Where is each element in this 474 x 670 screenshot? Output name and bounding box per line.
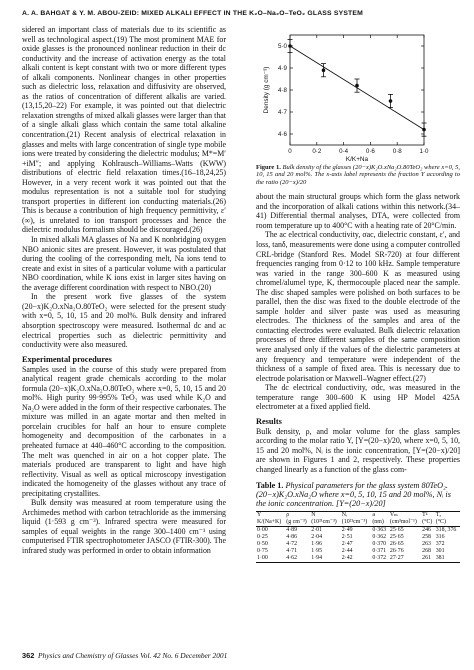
table-row — [256, 548, 460, 555]
table-cell: 2·04 — [311, 533, 323, 540]
table-header-cell: (10²¹cm⁻³) — [310, 519, 341, 527]
table-cell: 0·25 — [257, 533, 268, 540]
figure-1-caption-text: Bulk density of the glasses (20−x)K₂O.xNa₂O.80TeO₂ where x=0, 5, 10, 15 and 20 mol%. The x-axis label represents the fraction Y according to the ratio (20−x)/20 — [256, 164, 461, 186]
table-cell: 318, 376 — [435, 526, 457, 533]
table-row — [256, 534, 460, 541]
table-cell: 2·42 — [341, 555, 372, 563]
table-cell: 2·44 — [341, 547, 353, 554]
intro-paragraph-3: In the present work five glasses of the system (20−x)K₂O.xNa₂O.80TeO₂ were selected for the present study with x=0, 5, 10, 15 and 20 mol%. Bulk density and infrared absorption spectroscopy were measured. Isothermal dc and ac electrical properties such as dielectric permittivity and conductivity were also measured. — [22, 292, 226, 350]
figure-1 — [256, 25, 460, 163]
table-cell: 263 — [422, 540, 431, 547]
table-cell: 2·51 — [341, 533, 353, 540]
table-cell: 27·27 — [389, 555, 421, 563]
figure-1-label: Figure 1. — [256, 164, 281, 171]
table-1-caption-text: Physical parameters for the glass system 80TeO₂.(20−x)K₂O.xNa₂O where x=0, 5, 10, 15 and 20 mol%, Nᵢ is the ionic concentration. [Y=(20−x)/20] — [256, 480, 451, 509]
table-cell: 4·71 — [286, 547, 298, 554]
table-cell: 381 — [435, 555, 460, 563]
x-tick-label: 0·6 — [365, 148, 375, 155]
table-header-cell: Y — [256, 511, 285, 519]
table-cell: 0·75 — [257, 547, 268, 554]
table-row — [256, 555, 460, 563]
table-cell: 4·62 — [285, 555, 310, 563]
right-paragraph-2: The ac electrical conductivity, σac, dielectric constant, ε′, and loss, tanδ, measurements were done using a computer controlled CRL-bridge (Stanford Res. Model SR-720) at four different frequencies ranging from 0·12 to 100 kHz. Sample temperature was varied in the range 300–600 K as measured using chromel/alumel type, K, thermocouple placed near the sample. The disc shaped samples were polished on both surfaces to be parallel, then the disc was fixed to the double electrode of the sample holder and silver paste was used as measuring electrodes. The thickness of the samples and area of the contacting electrodes were evaluated. Bulk dielectric relaxation processes of three different samples of the same composition were analysed only if the values of the dielectric parameters at any frequency and temperature were independent of the thickness of a sample of fixed area. This is necessary due to electrode polarisation or Maxwell–Wagner effect.(27) — [256, 230, 460, 383]
x-tick-label: 0·8 — [392, 148, 402, 155]
table-cell: 0·50 — [257, 540, 268, 547]
data-point — [422, 128, 426, 132]
table-cell: 1·95 — [311, 547, 323, 554]
intro-paragraph-1: sidered an important class of materials due to its scientific as well as technological aspect.(19) The most prominent MAE for oxide glasses is the pronounced nonlinear reduction in their dc conductivity and the increase of activation energy as the total alkali content is kept constant with two or more different types of alkali components. Nonlinear changes in other properties such as dielectric loss, relaxation and diffusivity are observed, as the ratios of concentration of different alkalis are varied.(13,15,20–22) For example, it was pointed out that dielectric relaxation strengths of mixed alkali glasses were larger than that of a single alkali glass which contain the same total alkaline concentration.(21) Recent analysis of electrical relaxation in glasses and melts with large concentration of single type mobile ions were treated by considering the dielectric modulus; M*=M′+iM″; and applying Kohlrausch–Williams–Watts (KWW) distributions of electric field relaxation times.(16–18,24,25) However, in a very recent work it was pointed out that the modulus representation is not a suitable tool for studying transport properties in different ion conducting materials.(26) This is because a contribution of high frequency permittivity, ε′(∞), is unrelated to ion transport processes and hence the dielectric modulus formalism should be discouraged.(26) — [22, 25, 226, 235]
x-tick-label: 1·0 — [419, 148, 429, 155]
table-cell: 2·01 — [311, 526, 323, 533]
table-cell: 301 — [435, 547, 445, 554]
left-column — [22, 25, 226, 556]
table-header-cell: N — [310, 511, 341, 519]
table-cell: 2·49 — [341, 526, 353, 533]
y-tick-label: 4·6 — [278, 131, 287, 139]
table-cell: 246 — [422, 526, 431, 533]
table-1 — [256, 511, 460, 563]
experimental-paragraph-2: Bulk density was measured at room temperature using the Archimedes method with carbon tetrachloride as the immersing liquid (1·593 g cm⁻³). Infrared spectra were measured for samples of equal weights in the range 300–1400 cm⁻¹ using computerised FTIR spectrophotometer JASCO (FTIR-300). The infrared study was performed in order to obtain information — [22, 498, 226, 555]
table-header-cell: Vₘ — [389, 511, 421, 519]
figure-1-caption — [256, 164, 460, 186]
table-cell: 316 — [435, 533, 445, 540]
table-cell: 1·94 — [310, 555, 341, 563]
table-cell: 25·65 — [389, 533, 404, 540]
experimental-paragraph-1: Samples used in the course of this study were prepared from analytical reagent grade chemicals according to the molar formula (20−x)K₂O.xNa₂O.80TeO₂ where x=0, 5, 10, 15 and 20 mol%. High purity 99·995% TeO₂ was used while K₂O and Na₂O were added in the form of their respective carbonates. The mixture was milled in an agate mortar and then melted in porcelain crucibles for half an hour to ensure complete homogeneity and decomposition of the carbonates in a preheated furnace at 440–460°C according to the composition. The melt was quenched in air on a hot copper plate. The materials produced are transparent to light and have high reflectivity. Visual as well as optical microscopy investigation indicated the homogeneity of the glasses without any trace of precipitating crystallites. — [22, 364, 226, 498]
running-header: A. A. BAHGAT & Y. M. ABOU-ZEID: MIXED ALKALI EFFECT IN THE K₂O–Na₂O–TeO₂ GLASS SYSTEM — [22, 10, 363, 17]
table-cell: 0·363 — [372, 526, 387, 533]
table-cell: 268 — [422, 547, 431, 554]
table-header-cell: Tᵍ — [421, 511, 435, 519]
table-header-row-units — [256, 519, 460, 527]
table-1-label: Table 1. — [256, 480, 284, 490]
table-cell: 25·65 — [389, 526, 404, 533]
table-cell: 26·76 — [389, 547, 404, 554]
table-row — [256, 541, 460, 548]
table-cell: 26·65 — [389, 540, 404, 547]
table-cell: 2·47 — [341, 540, 353, 547]
y-tick-label: 4·9 — [278, 65, 287, 73]
table-header-cell: Nᵢ — [341, 511, 372, 519]
section-heading-results: Results — [256, 416, 282, 426]
table-cell: 4·89 — [286, 526, 298, 533]
table-header-cell: (°C) — [435, 519, 460, 527]
page-footer — [22, 651, 227, 660]
table-1-caption — [256, 481, 460, 509]
table-cell: 0·370 — [372, 540, 387, 547]
table-header-row-symbols — [256, 511, 460, 519]
table-header-cell: ρ — [285, 511, 310, 519]
section-heading-experimental: Experimental procedures — [22, 354, 112, 364]
table-cell: 4·86 — [286, 533, 298, 540]
table-row — [256, 526, 460, 534]
page-number: 362 — [22, 651, 35, 660]
table-header-cell: Tₓ — [435, 511, 460, 519]
table-header-cell: (cm³mol⁻¹) — [389, 519, 421, 527]
table-cell: 0·00 — [257, 526, 268, 533]
data-point — [389, 99, 393, 103]
journal-citation: Physics and Chemistry of Glasses Vol. 42 No. 6 December 2001 — [38, 651, 228, 660]
right-column — [256, 25, 460, 563]
x-tick-label: 0 — [288, 148, 292, 155]
table-header-cell: (10²¹cm⁻³) — [341, 519, 372, 527]
table-cell: 258 — [422, 533, 431, 540]
table-header-cell: (°C) — [421, 519, 435, 527]
table-cell: 4·72 — [286, 540, 298, 547]
right-paragraph-1: about the main structural groups which form the glass network and the incorporation of alkali cations within this network.(34–41) Differential thermal analyses, DTA, were collected from room temperature up to 400°C with a heating rate of 20°C/min. — [256, 192, 460, 230]
table-cell: 1·96 — [311, 540, 323, 547]
table-cell: 0·372 — [371, 555, 389, 563]
x-tick-label: 0·4 — [339, 148, 349, 155]
density-chart — [256, 25, 460, 163]
table-header-cell: (g cm⁻³) — [285, 519, 310, 527]
table-cell: 0·362 — [372, 533, 387, 540]
data-point — [288, 44, 292, 48]
y-tick-label: 4·7 — [278, 109, 287, 117]
table-cell: 261 — [421, 555, 435, 563]
data-point — [322, 68, 326, 72]
x-tick-label: 0·2 — [312, 148, 322, 155]
results-paragraph: Bulk density, ρ, and molar volume for the glass samples according to the molar ratio Y, [Y=(20−x)/20, where x=0, 5, 10, 15 and 20 mol%, Nᵢ is the ionic concentration, [Y=(20−x)/20] are shown in Figures 1 and 2, respectively. These properties changed linearly as a function of the glass com- — [256, 426, 460, 474]
y-tick-label: 4·8 — [278, 87, 287, 95]
table-header-cell: K/(Na+K) — [256, 519, 285, 527]
table-cell: 1·00 — [256, 555, 285, 563]
table-cell: 0·371 — [372, 547, 387, 554]
intro-paragraph-2: In mixed alkali MA glasses of Na and K nonbridging oxygen NBO anionic sites are present. However, it was postulated that during the cooling of the corresponding melt, Na ions tend to create and exist in sites of a particular volume with a particular NBO coordination, while K ions exist in larger sites having on the average different coordination with respect to NBO.(20) — [22, 235, 226, 292]
table-header-cell: (nm) — [371, 519, 389, 527]
data-point — [355, 84, 359, 88]
x-axis-label: K/K+Na — [345, 156, 369, 163]
table-header-cell: a — [371, 511, 389, 519]
right-paragraph-3: The dc electrical conductivity, σdc, was measured in the temperature range 300–600 K using HP Model 425A electrometer at a fixed applied field. — [256, 383, 460, 412]
y-axis-label: Density (g cm⁻³) — [263, 66, 270, 114]
y-tick-label: 5·0 — [278, 43, 287, 51]
table-body — [256, 526, 460, 562]
table-cell: 372 — [435, 540, 445, 547]
